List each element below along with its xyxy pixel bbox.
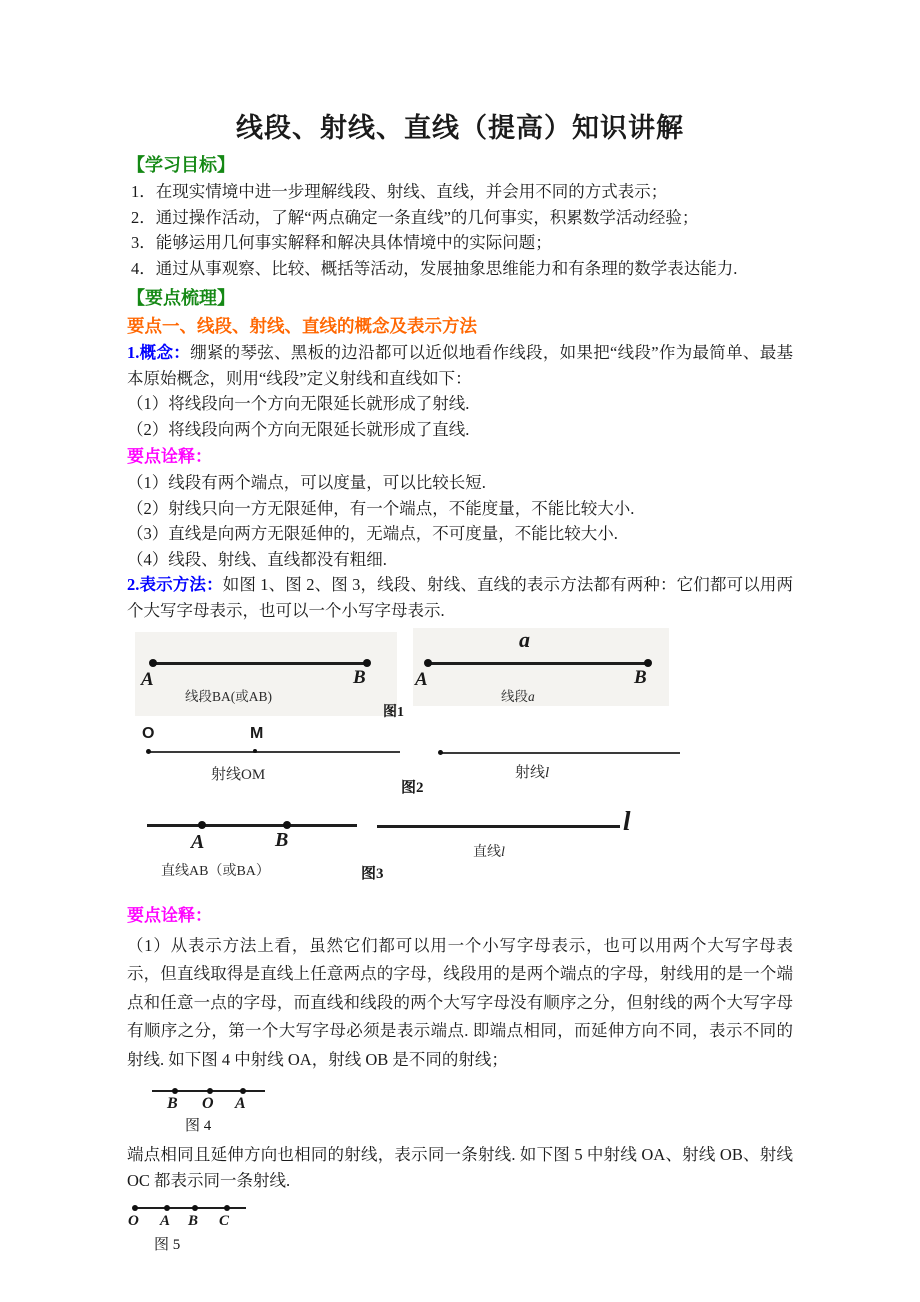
fig5-label-O: O	[128, 1213, 139, 1230]
fig2-left-label-O: O	[142, 725, 155, 742]
notes1-item-1: （1）线段有两个端点，可以度量，可以比较长短.	[127, 473, 486, 492]
concept-text: 绷紧的琴弦、黑板的边沿都可以近似地看作线段，如果把“线段”作为最简单、最基本原始概念，则用“线段”定义射线和直线如下：	[127, 343, 793, 388]
fig1-left-label-A: A	[141, 669, 154, 690]
fig5-label-A: A	[160, 1213, 171, 1230]
fig4-label-B: B	[167, 1095, 178, 1113]
fig2-left-caption: 射线OM	[211, 767, 266, 783]
fig3-left-point-b-dot	[283, 821, 291, 829]
concept-label: 1.概念：	[127, 343, 191, 362]
method-text: 如图 1、图 2、图 3，线段、射线、直线的表示方法都有两种：它们都可以用两个大写字母表示，也可以一个小写字母表示.	[127, 575, 794, 620]
concept-paragraph	[127, 340, 793, 391]
fig1-left-endpoint-b-dot	[363, 659, 371, 667]
concept-item-2: （2）将线段向两个方向无限延长就形成了直线.	[127, 419, 470, 439]
fig2-left-point-m-dot	[253, 749, 257, 753]
fig2-left-ray-line	[148, 751, 400, 753]
fig1-left-label-B: B	[353, 667, 366, 688]
fig1-left-endpoint-a-dot	[149, 659, 157, 667]
fig5-label-B: B	[188, 1213, 199, 1230]
outline-heading: 【要点梳理】	[127, 288, 235, 308]
fig3-left-line	[147, 824, 357, 827]
fig5-label-C: C	[219, 1213, 230, 1230]
fig1-left-caption: 线段BA(或AB)	[185, 689, 272, 704]
fig1-number: 图1	[383, 705, 404, 720]
notes1-heading: 要点诠释：	[127, 447, 212, 466]
fig2-right-caption	[515, 766, 549, 781]
fig1-right-endpoint-a-dot	[424, 659, 432, 667]
figure-block-1-2-3	[127, 628, 793, 886]
fig1-right-caption-var: a	[528, 689, 535, 704]
fig4-point-o-dot	[207, 1088, 213, 1094]
method-label: 2.表示方法：	[127, 575, 223, 594]
page-title: 线段、射线、直线（提高）知识讲解	[236, 113, 684, 143]
fig5-point-b-dot	[192, 1205, 198, 1211]
fig2-right-caption-text: 射线	[515, 765, 546, 781]
goal-item-2: 2．通过操作活动，了解“两点确定一条直线”的几何事实，积累数学活动经验；	[131, 207, 699, 227]
fig2-left-endpoint-o-dot	[146, 749, 151, 754]
fig5-point-a-dot	[164, 1205, 170, 1211]
concept-item-1: （1）将线段向一个方向无限延长就形成了射线.	[127, 394, 470, 413]
fig2-number: 图2	[401, 780, 424, 796]
fig3-right-var-l: l	[623, 806, 631, 836]
goal-item-1: 1．在现实情境中进一步理解线段、射线、直线，并会用不同的方式表示；	[131, 182, 668, 201]
method-paragraph	[127, 572, 793, 623]
document-content	[127, 0, 793, 1265]
notes2-paragraph-2: 端点相同且延伸方向也相同的射线，表示同一条射线. 如下图 5 中射线 OA、射线 OB、射线 OC 都表示同一条射线.	[127, 1145, 793, 1190]
goals-heading: 【学习目标】	[127, 155, 235, 175]
fig4-number: 图 4	[185, 1118, 212, 1135]
notes2-paragraph-1: （1）从表示方法上看，虽然它们都可以用一个小写字母表示，也可以用两个大写字母表示，但直线取得是直线上任意两点的字母，线段用的是两个端点的字母，射线用的是一个端点和任意一点的字母，而直线和线段的两个大写字母没有顺序之分，但射线的两个大写字母有顺序之分，第一个大写字母必须是表示端点. 即端点相同，而延伸方向不同，表示不同的射线. 如下图 4 中射线 OA，射线 OB 是不同的射线；	[127, 936, 793, 1069]
fig2-right-endpoint-dot	[438, 750, 443, 755]
fig1-left-segment-line	[153, 662, 367, 665]
notes1-item-2: （2）射线只向一方无限延伸，有一个端点，不能度量，不能比较大小.	[127, 498, 635, 518]
notes1-item-3: （3）直线是向两方无限延伸的，无端点，不可度量，不能比较大小.	[127, 524, 618, 543]
fig1-right-var-a: a	[519, 627, 530, 652]
fig2-right-caption-var: l	[545, 765, 550, 781]
figure-block-5	[127, 1199, 793, 1265]
fig3-right-caption-text: 直线	[473, 845, 501, 860]
fig4-label-O: O	[202, 1095, 214, 1113]
fig3-left-point-a-dot	[198, 821, 206, 829]
fig4-label-A: A	[235, 1095, 246, 1113]
fig2-right-ray-line	[440, 752, 680, 754]
fig5-point-o-dot	[132, 1205, 138, 1211]
fig1-right-caption	[501, 689, 535, 704]
fig1-right-endpoint-b-dot	[644, 659, 652, 667]
goal-item-3: 3．能够运用几何事实解释和解决具体情境中的实际问题；	[131, 233, 552, 252]
figure-block-4	[127, 1082, 793, 1142]
fig2-left-label-M: M	[250, 725, 264, 742]
fig1-right-segment-line	[428, 662, 648, 665]
fig5-number: 图 5	[154, 1237, 181, 1254]
topic1-heading: 要点一、线段、射线、直线的概念及表示方法	[127, 316, 477, 336]
fig1-right-scan-background	[413, 628, 669, 706]
fig3-right-line	[377, 825, 620, 828]
fig1-right-label-A: A	[415, 669, 428, 690]
fig4-point-b-dot	[172, 1088, 178, 1094]
fig3-left-label-B: B	[275, 829, 289, 851]
fig1-right-label-B: B	[634, 667, 647, 688]
fig5-point-c-dot	[224, 1205, 230, 1211]
notes1-item-4: （4）线段、射线、直线都没有粗细.	[127, 549, 387, 569]
fig3-right-caption	[473, 845, 505, 860]
goal-item-4: 4．通过从事观察、比较、概括等活动，发展抽象思维能力和有条理的数学表达能力.	[131, 258, 738, 278]
fig3-right-caption-var: l	[501, 845, 505, 860]
fig3-number: 图3	[361, 866, 384, 882]
fig4-point-a-dot	[240, 1088, 246, 1094]
notes2-heading: 要点诠释：	[127, 906, 212, 925]
fig3-left-label-A: A	[191, 831, 205, 853]
fig3-left-caption: 直线AB（或BA）	[161, 864, 270, 879]
fig1-right-caption-text: 线段	[501, 689, 528, 704]
